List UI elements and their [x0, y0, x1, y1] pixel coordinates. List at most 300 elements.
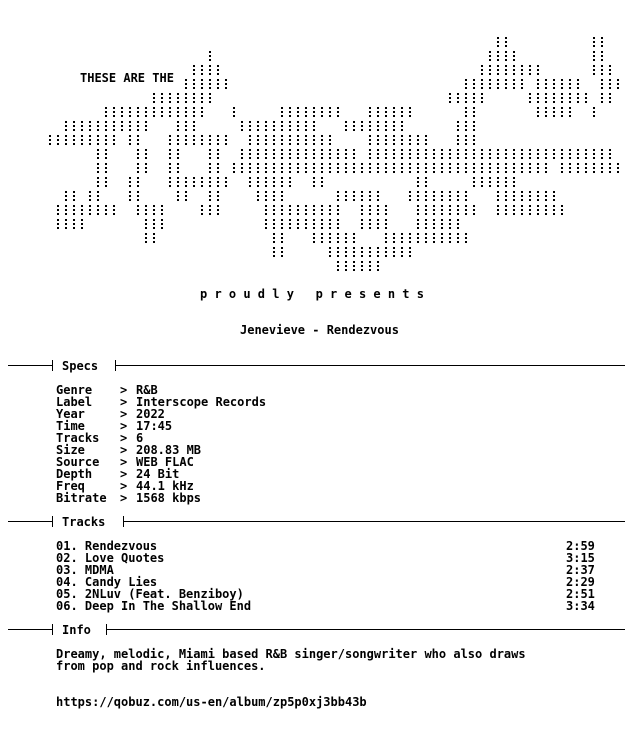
logo-dot: [121, 115, 123, 117]
logo-dot: [321, 149, 323, 151]
logo-dot: [545, 87, 547, 89]
spec-arrow-icon: >: [120, 455, 128, 469]
logo-dot: [433, 199, 435, 201]
logo-dot: [609, 153, 611, 155]
logo-dot: [425, 143, 427, 145]
logo-dot: [193, 177, 195, 179]
logo-dot: [289, 185, 291, 187]
logo-dot: [369, 269, 371, 271]
logo-dot: [297, 157, 299, 159]
logo-dot: [89, 205, 91, 207]
logo-dot: [265, 181, 267, 183]
logo-dot: [377, 167, 379, 169]
logo-dot: [257, 129, 259, 131]
logo-dot: [377, 153, 379, 155]
logo-dot: [441, 213, 443, 215]
logo-dot: [57, 227, 59, 229]
logo-dot: [593, 171, 595, 173]
logo-dot: [73, 213, 75, 215]
logo-dot: [97, 153, 99, 155]
logo-dot: [281, 115, 283, 117]
logo-dot: [73, 195, 75, 197]
logo-dot: [385, 121, 387, 123]
logo-dot: [361, 261, 363, 263]
logo-dot: [345, 167, 347, 169]
logo-dot: [265, 129, 267, 131]
logo-dot: [425, 171, 427, 173]
logo-dot: [129, 139, 131, 141]
logo-dot: [537, 167, 539, 169]
logo-dot: [209, 157, 211, 159]
logo-dot: [521, 79, 523, 81]
logo-dot: [249, 121, 251, 123]
logo-dot: [105, 177, 107, 179]
logo-dot: [233, 107, 235, 109]
logo-dot: [497, 185, 499, 187]
logo-dot: [377, 261, 379, 263]
logo-dot: [265, 125, 267, 127]
logo-dot: [97, 167, 99, 169]
logo-dot: [289, 163, 291, 165]
logo-dot: [209, 171, 211, 173]
logo-dot: [273, 177, 275, 179]
logo-dot: [617, 163, 619, 165]
source-url-link[interactable]: https://qobuz.com/us-en/album/zp5p0xj3bb43b: [56, 695, 367, 709]
logo-dot: [97, 121, 99, 123]
logo-dot: [225, 139, 227, 141]
logo-dot: [481, 163, 483, 165]
logo-dot: [321, 115, 323, 117]
logo-dot: [401, 153, 403, 155]
logo-dot: [233, 167, 235, 169]
logo-dot: [441, 149, 443, 151]
logo-dot: [345, 251, 347, 253]
logo-dot: [257, 191, 259, 193]
logo-dot: [393, 143, 395, 145]
spec-value: 6: [136, 431, 144, 445]
logo-dot: [105, 213, 107, 215]
logo-dot: [545, 171, 547, 173]
logo-dot: [113, 135, 115, 137]
logo-dot: [185, 181, 187, 183]
logo-dot: [425, 157, 427, 159]
logo-dot: [545, 149, 547, 151]
logo-dot: [497, 191, 499, 193]
logo-dot: [369, 163, 371, 165]
logo-dot: [513, 55, 515, 57]
logo-dot: [201, 73, 203, 75]
logo-dot: [209, 209, 211, 211]
logo-dot: [209, 55, 211, 57]
logo-dot: [257, 121, 259, 123]
logo-dot: [57, 209, 59, 211]
logo-dot: [361, 247, 363, 249]
logo-dot: [321, 163, 323, 165]
logo-dot: [329, 223, 331, 225]
logo-dot: [425, 153, 427, 155]
logo-dot: [537, 205, 539, 207]
logo-dot: [345, 241, 347, 243]
logo-dot: [129, 185, 131, 187]
logo-dot: [609, 87, 611, 89]
logo-dot: [497, 51, 499, 53]
logo-dot: [561, 83, 563, 85]
logo-dot: [593, 41, 595, 43]
logo-dot: [385, 219, 387, 221]
logo-dot: [313, 153, 315, 155]
logo-dot: [529, 69, 531, 71]
logo-dot: [337, 227, 339, 229]
logo-dot: [433, 171, 435, 173]
logo-dot: [489, 157, 491, 159]
logo-dot: [89, 125, 91, 127]
logo-dot: [417, 191, 419, 193]
logo-dot: [225, 177, 227, 179]
logo-dot: [329, 107, 331, 109]
logo-dot: [361, 209, 363, 211]
logo-dot: [385, 251, 387, 253]
logo-dot: [545, 163, 547, 165]
logo-dot: [289, 139, 291, 141]
logo-dot: [161, 115, 163, 117]
logo-dot: [329, 219, 331, 221]
logo-dot: [569, 171, 571, 173]
logo-dot: [201, 83, 203, 85]
logo-dot: [561, 97, 563, 99]
logo-dot: [249, 129, 251, 131]
logo-dot: [81, 205, 83, 207]
logo-dot: [609, 73, 611, 75]
logo-dot: [529, 157, 531, 159]
logo-dot: [161, 227, 163, 229]
logo-dot: [521, 213, 523, 215]
logo-dot: [569, 87, 571, 89]
logo-dot: [289, 129, 291, 131]
logo-dot: [441, 219, 443, 221]
logo-dot: [65, 223, 67, 225]
logo-dot: [593, 59, 595, 61]
logo-dot: [97, 149, 99, 151]
logo-dot: [289, 153, 291, 155]
logo-dot: [81, 139, 83, 141]
logo-dot: [401, 167, 403, 169]
logo-dot: [185, 121, 187, 123]
logo-dot: [553, 115, 555, 117]
logo-dot: [305, 205, 307, 207]
logo-dot: [577, 97, 579, 99]
logo-dot: [329, 247, 331, 249]
logo-dot: [97, 205, 99, 207]
logo-dot: [89, 129, 91, 131]
logo-dot: [313, 171, 315, 173]
logo-dot: [609, 101, 611, 103]
logo-dot: [105, 121, 107, 123]
logo-dot: [113, 205, 115, 207]
logo-dot: [305, 135, 307, 137]
logo-dot: [305, 111, 307, 113]
logo-dot: [185, 185, 187, 187]
logo-dot: [169, 107, 171, 109]
logo-dot: [457, 233, 459, 235]
logo-dot: [241, 129, 243, 131]
logo-dot: [545, 191, 547, 193]
logo-dot: [369, 265, 371, 267]
logo-dot: [217, 87, 219, 89]
logo-dot: [521, 205, 523, 207]
logo-dot: [289, 171, 291, 173]
logo-dot: [473, 213, 475, 215]
logo-dot: [505, 153, 507, 155]
logo-dot: [249, 125, 251, 127]
logo-dot: [377, 125, 379, 127]
logo-dot: [185, 111, 187, 113]
logo-dot: [265, 185, 267, 187]
logo-dot: [257, 135, 259, 137]
spec-key: Year: [56, 407, 85, 421]
logo-dot: [505, 45, 507, 47]
logo-dot: [577, 83, 579, 85]
logo-dot: [537, 97, 539, 99]
logo-dot: [313, 163, 315, 165]
logo-dot: [369, 213, 371, 215]
logo-dot: [145, 219, 147, 221]
info-description-line1: Dreamy, melodic, Miami based R&B singer/songwriter who also draws: [56, 647, 526, 661]
logo-dot: [217, 185, 219, 187]
logo-dot: [433, 149, 435, 151]
logo-dot: [289, 125, 291, 127]
logo-dot: [329, 237, 331, 239]
logo-dot: [281, 171, 283, 173]
logo-dot: [521, 83, 523, 85]
logo-dot: [257, 139, 259, 141]
logo-dot: [145, 237, 147, 239]
logo-dot: [281, 177, 283, 179]
logo-dot: [441, 227, 443, 229]
logo-dot: [289, 121, 291, 123]
logo-dot: [169, 171, 171, 173]
logo-dot: [513, 65, 515, 67]
logo-dot: [353, 153, 355, 155]
logo-dot: [497, 45, 499, 47]
logo-dot: [337, 163, 339, 165]
track-length: 2:37: [566, 563, 595, 577]
logo-dot: [425, 135, 427, 137]
logo-dot: [257, 185, 259, 187]
logo-dot: [97, 185, 99, 187]
logo-dot: [513, 79, 515, 81]
logo-dot: [313, 167, 315, 169]
logo-dot: [161, 219, 163, 221]
logo-dot: [185, 83, 187, 85]
logo-dot: [369, 111, 371, 113]
logo-dot: [201, 65, 203, 67]
logo-dot: [257, 153, 259, 155]
logo-dot: [569, 97, 571, 99]
logo-dot: [297, 213, 299, 215]
logo-dot: [289, 209, 291, 211]
logo-dot: [569, 157, 571, 159]
logo-dot: [601, 97, 603, 99]
logo-dot: [521, 149, 523, 151]
logo-dot: [465, 115, 467, 117]
logo-dot: [177, 115, 179, 117]
logo-dot: [265, 223, 267, 225]
logo-dot: [449, 149, 451, 151]
logo-dot: [529, 153, 531, 155]
logo-dot: [569, 79, 571, 81]
logo-dot: [513, 195, 515, 197]
logo-dot: [457, 195, 459, 197]
logo-dot: [137, 181, 139, 183]
logo-dot: [57, 223, 59, 225]
logo-dot: [433, 205, 435, 207]
logo-dot: [337, 209, 339, 211]
presents-line: p r o u d l y p r e s e n t s: [200, 287, 424, 301]
logo-dot: [385, 125, 387, 127]
logo-dot: [225, 83, 227, 85]
logo-dot: [465, 107, 467, 109]
logo-dot: [489, 79, 491, 81]
logo-dot: [289, 205, 291, 207]
logo-dot: [73, 121, 75, 123]
logo-dot: [401, 121, 403, 123]
logo-dot: [193, 65, 195, 67]
logo-dot: [209, 87, 211, 89]
logo-dot: [329, 233, 331, 235]
logo-dot: [385, 107, 387, 109]
logo-dot: [345, 149, 347, 151]
logo-dot: [497, 153, 499, 155]
logo-dot: [369, 171, 371, 173]
logo-dot: [129, 199, 131, 201]
logo-dot: [273, 199, 275, 201]
logo-dot: [465, 199, 467, 201]
logo-dot: [169, 185, 171, 187]
logo-dot: [153, 97, 155, 99]
logo-dot: [169, 139, 171, 141]
logo-dot: [257, 177, 259, 179]
logo-dot: [457, 121, 459, 123]
logo-dot: [89, 213, 91, 215]
track-length: 3:34: [566, 599, 595, 613]
logo-dot: [425, 205, 427, 207]
logo-dot: [73, 125, 75, 127]
logo-dot: [561, 87, 563, 89]
logo-dot: [505, 171, 507, 173]
logo-dot: [161, 213, 163, 215]
logo-dot: [289, 227, 291, 229]
logo-dot: [457, 237, 459, 239]
logo-dot: [177, 129, 179, 131]
logo-dot: [553, 93, 555, 95]
logo-dot: [329, 213, 331, 215]
logo-dot: [321, 107, 323, 109]
logo-dot: [105, 139, 107, 141]
logo-dot: [217, 209, 219, 211]
logo-dot: [377, 213, 379, 215]
logo-dot: [273, 195, 275, 197]
logo-dot: [185, 107, 187, 109]
logo-dot: [313, 129, 315, 131]
logo-dot: [105, 205, 107, 207]
logo-dot: [345, 265, 347, 267]
logo-dot: [81, 213, 83, 215]
logo-dot: [337, 115, 339, 117]
logo-dot: [209, 205, 211, 207]
logo-dot: [585, 149, 587, 151]
logo-dot: [193, 125, 195, 127]
logo-dot: [505, 51, 507, 53]
logo-dot: [321, 237, 323, 239]
logo-dot: [273, 149, 275, 151]
logo-dot: [305, 219, 307, 221]
logo-dot: [249, 167, 251, 169]
logo-dot: [321, 209, 323, 211]
logo-dot: [145, 205, 147, 207]
logo-dot: [417, 223, 419, 225]
track-length: 2:59: [566, 539, 595, 553]
logo-dot: [217, 167, 219, 169]
logo-dot: [505, 149, 507, 151]
logo-dot: [281, 241, 283, 243]
logo-dot: [601, 153, 603, 155]
logo-dot: [601, 55, 603, 57]
logo-dot: [481, 93, 483, 95]
logo-dot: [569, 163, 571, 165]
logo-dot: [65, 121, 67, 123]
logo-dot: [233, 171, 235, 173]
logo-dot: [465, 171, 467, 173]
logo-dot: [473, 205, 475, 207]
logo-dot: [417, 199, 419, 201]
logo-dot: [97, 135, 99, 137]
logo-dot: [577, 101, 579, 103]
logo-dot: [481, 167, 483, 169]
logo-dot: [105, 157, 107, 159]
logo-dot: [177, 121, 179, 123]
spec-value: Interscope Records: [136, 395, 267, 409]
logo-dot: [305, 227, 307, 229]
logo-dot: [329, 167, 331, 169]
logo-dot: [361, 213, 363, 215]
logo-dot: [393, 233, 395, 235]
logo-dot: [481, 69, 483, 71]
logo-dot: [273, 181, 275, 183]
logo-dot: [97, 139, 99, 141]
logo-dot: [369, 129, 371, 131]
logo-dot: [385, 209, 387, 211]
logo-dot: [265, 163, 267, 165]
logo-dot: [361, 121, 363, 123]
logo-dot: [209, 177, 211, 179]
spec-value: 24 Bit: [136, 467, 180, 481]
logo-dot: [129, 125, 131, 127]
logo-dot: [321, 233, 323, 235]
logo-dot: [369, 115, 371, 117]
logo-dot: [601, 171, 603, 173]
logo-dot: [409, 139, 411, 141]
logo-dot: [497, 87, 499, 89]
logo-dot: [145, 153, 147, 155]
logo-dot: [153, 209, 155, 211]
logo-dot: [201, 177, 203, 179]
logo-dot: [553, 205, 555, 207]
logo-dot: [273, 143, 275, 145]
logo-dot: [473, 129, 475, 131]
logo-dot: [329, 205, 331, 207]
logo-dot: [209, 163, 211, 165]
logo-dot: [177, 97, 179, 99]
